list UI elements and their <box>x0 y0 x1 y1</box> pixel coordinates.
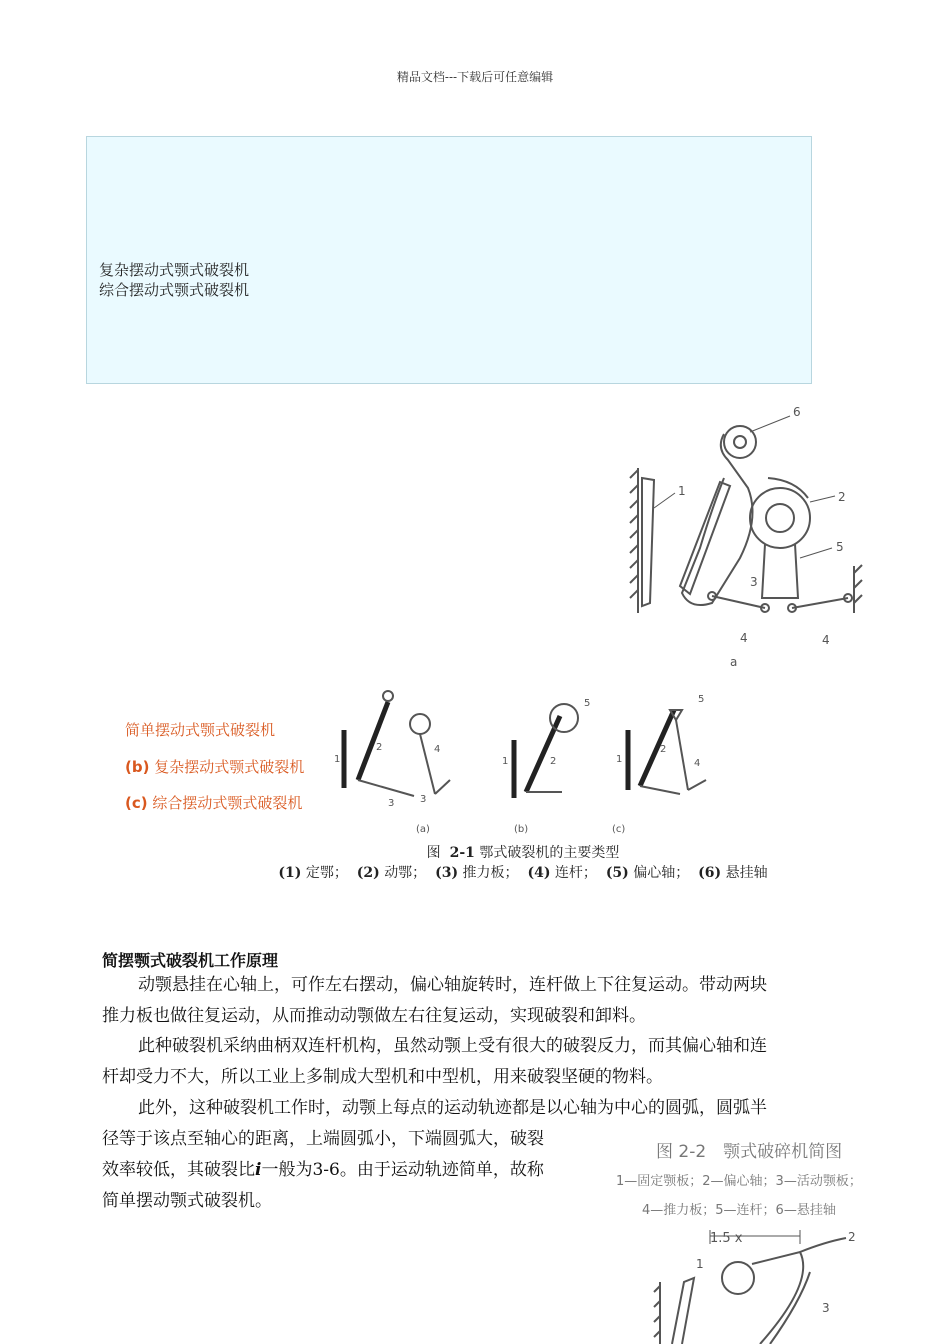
figure-a-caption: a <box>730 655 738 669</box>
svg-text:1: 1 <box>334 754 341 765</box>
section-title: 简摆颚式破裂机工作原理 <box>102 951 279 970</box>
label-1: 1 <box>678 484 686 498</box>
jaw-crusher-diagram-a <box>620 398 880 673</box>
label-4-left: 4 <box>740 631 748 645</box>
svg-text:4: 4 <box>434 744 441 755</box>
svg-text:2: 2 <box>376 742 383 753</box>
label-2: 2 <box>838 490 846 504</box>
svg-text:2: 2 <box>550 756 557 767</box>
svg-text:4: 4 <box>694 758 701 769</box>
page-header: 精品文档---下载后可任意编辑 <box>396 70 554 84</box>
parts-legend: (1) 定鄂； (2) 动鄂； (3) 推力板； (4) 连杆； (5) 偏心轴； (6) 悬挂轴 <box>278 865 768 881</box>
figure-22-title: 图 2-2 颚式破碎机简图 <box>656 1142 843 1162</box>
sub-label-c: (c) <box>612 824 626 835</box>
figure-22-legend-2: 4—推力板；5—连杆；6—悬挂轴 <box>642 1203 836 1218</box>
paragraph-3: 此外，这种破裂机工作时，动颚上每点的运动轨迹都是以心轴为中心的圆弧，圆弧半 径等于该点至轴心的距离，上端圆弧小，下端圆弧大，破裂 效率较低，其破裂比i一般为3-6。由于运动轨迹简单，故称 简单摆动颚式破裂机。 <box>102 1098 767 1211</box>
diagram-simple <box>334 691 450 809</box>
sub-label-b: (b) <box>514 824 529 835</box>
svg-text:5: 5 <box>584 698 591 709</box>
label-6: 6 <box>793 405 801 419</box>
type-simple: 简单摆动式颚式破裂机 <box>125 721 276 739</box>
diagram-combined <box>616 694 706 794</box>
label-22-2: 2 <box>848 1230 856 1244</box>
label-22-1: 1 <box>696 1257 704 1271</box>
jaw-crusher-types-diagram <box>330 680 730 840</box>
swing-jaw <box>680 426 756 605</box>
sub-label-a: (a) <box>416 824 430 835</box>
fixed-wall-left <box>630 468 654 613</box>
highlight-box <box>86 136 812 384</box>
label-5: 5 <box>836 540 844 554</box>
figure-22-legend-1: 1—固定颚板；2—偏心轴；3—活动颚板； <box>616 1174 862 1189</box>
figure-caption: 图 2-1 鄂式破裂机的主要类型 <box>426 845 620 861</box>
label-3: 3 <box>750 575 758 589</box>
dimension-label: 1.5 x <box>710 1231 743 1246</box>
type-complex: (b) 复杂摆动式颚式破裂机 <box>125 758 305 776</box>
svg-text:5: 5 <box>698 694 705 705</box>
paragraph-2: 此种破裂机采纳曲柄双连杆机构，虽然动颚上受有很大的破裂反力，而其偏心轴和连 杆却受力不大，所以工业上多制成大型机和中型机，用来破裂坚硬的物料。 <box>102 1036 767 1087</box>
svg-text:3: 3 <box>388 798 395 809</box>
eccentric-and-connecting-rod <box>750 478 810 598</box>
label-4-right: 4 <box>822 633 830 647</box>
type-combined: (c) 综合摆动式颚式破裂机 <box>125 794 303 812</box>
label-22-3: 3 <box>822 1301 830 1315</box>
box-line-complex: 复杂摆动式颚式破裂机 <box>99 261 250 279</box>
svg-text:1: 1 <box>502 756 509 767</box>
svg-text:2: 2 <box>660 744 667 755</box>
diagram-complex <box>502 698 590 798</box>
box-line-combined: 综合摆动式颚式破裂机 <box>99 281 250 299</box>
paragraph-1: 动颚悬挂在心轴上，可作左右摆动，偏心轴旋转时，连杆做上下往复运动。带动两块 推力板也做往复运动，从而推动动颚做左右往复运动，实现破裂和卸料。 <box>102 975 767 1026</box>
svg-text:3: 3 <box>420 794 427 805</box>
svg-text:1: 1 <box>616 754 623 765</box>
jaw-crusher-diagram-22 <box>650 1222 870 1344</box>
